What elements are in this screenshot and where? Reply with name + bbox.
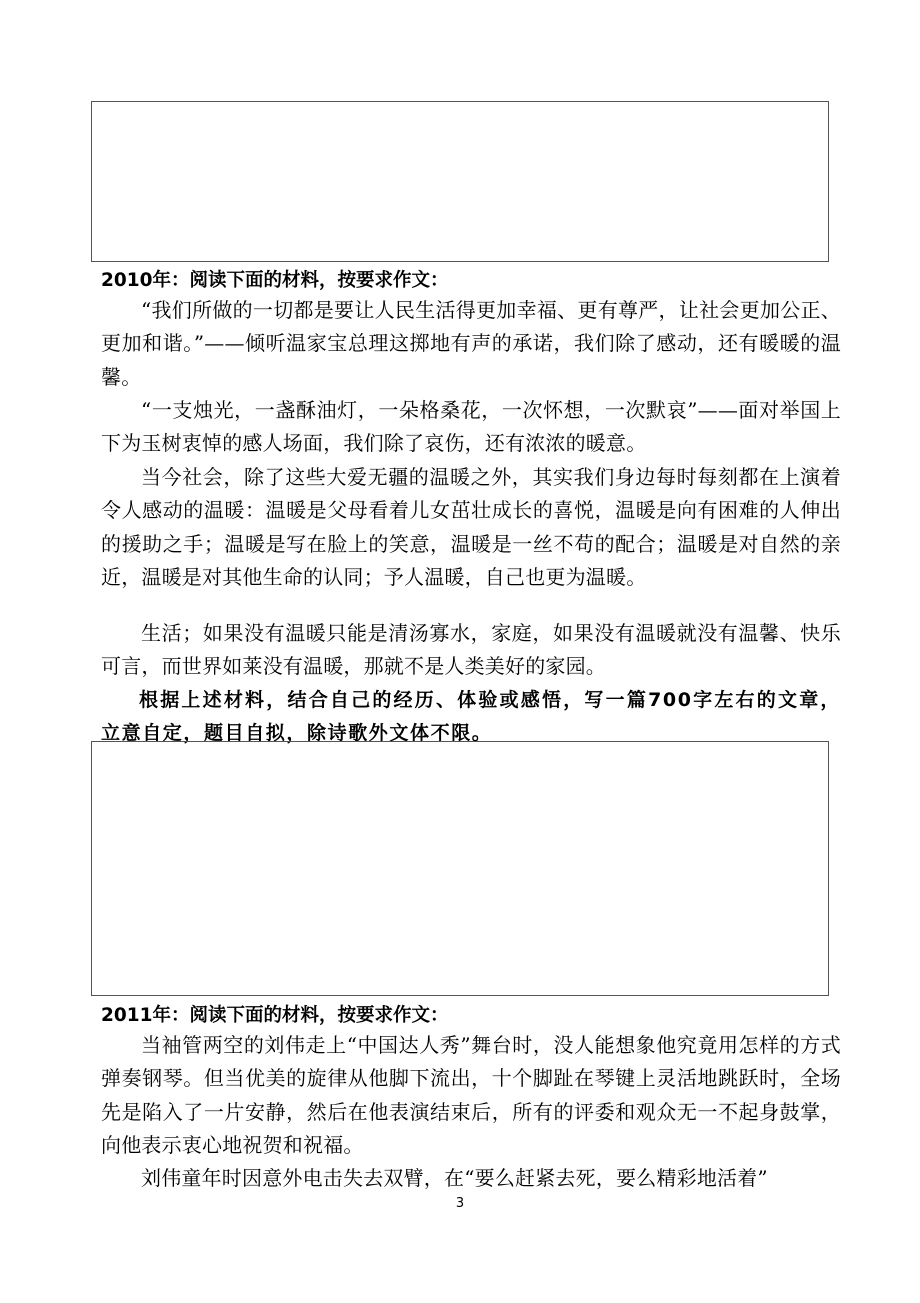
- section-2010-paragraph-1: “我们所做的一切都是要让人民生活得更加幸福、更有尊严，让社会更加公正、更加和谐。”——倾听温家宝总理这掷地有声的承诺，我们除了感动，还有暖暖的温馨。: [101, 298, 841, 389]
- answer-box-bottom: [91, 741, 829, 996]
- section-2011-paragraph-1: 当袖管两空的刘伟走上“中国达人秀”舞台时，没人能想象他究竟用怎样的方式弹奏钢琴。但当优美的旋律从他脚下流出，十个脚趾在琴键上灵活地跳跃时，全场先是陷入了一片安静，然后在他表演结束后，所有的评委和观众无一不起身鼓掌，向他表示衷心地祝贺和祝福。: [101, 1033, 841, 1158]
- section-2010-instruction: 根据上述材料，结合自己的经历、体验或感悟，写一篇700字左右的文章，立意自定，题目自拟，除诗歌外文体不限。: [101, 689, 841, 745]
- section-2010-paragraph-4: 生活；如果没有温暖只能是清汤寡水，家庭，如果没有温暖就没有温馨、快乐可言，而世界如莱没有温暖，那就不是人类美好的家园。: [101, 621, 841, 679]
- page-number: 3: [455, 1196, 465, 1211]
- section-2010-paragraph-3: 当今社会，除了这些大爱无疆的温暖之外，其实我们身边每时每刻都在上演着令人感动的温暖：温暖是父母看着儿女茁壮成长的喜悦，温暖是向有困难的人伸出的援助之手；温暖是写在脸上的笑意，温暖是一丝不苟的配合；温暖是对自然的亲近，温暖是对其他生命的认同；予人温暖，自己也更为温暖。: [101, 465, 841, 590]
- section-2010-paragraph-2: “一支烛光，一盏酥油灯，一朵格桑花，一次怀想，一次默哀”——面对举国上下为玉树衷悼的感人场面，我们除了哀伤，还有浓浓的暖意。: [101, 398, 841, 456]
- section-2011-paragraph-2: 刘伟童年时因意外电击失去双臂，在“要么赶紧去死，要么精彩地活着”: [141, 1166, 768, 1190]
- section-2011-heading: 2011年：阅读下面的材料，按要求作文：: [101, 1005, 449, 1026]
- answer-box-top: [91, 101, 829, 262]
- section-2010-heading: 2010年：阅读下面的材料，按要求作文：: [101, 270, 449, 291]
